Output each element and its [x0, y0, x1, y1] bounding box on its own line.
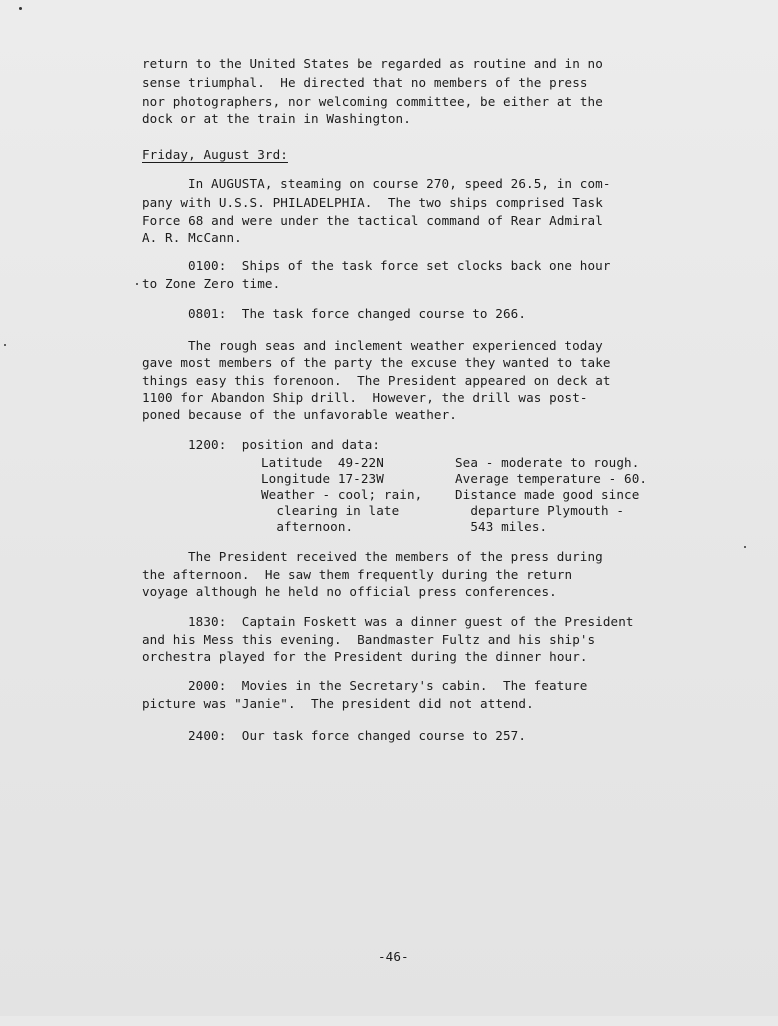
- position-heading: 1200: position and data:: [188, 437, 381, 452]
- position-left-line: afternoon.: [261, 519, 354, 534]
- position-right-line: departure Plymouth -: [455, 503, 625, 518]
- entry-1830-line: orchestra played for the President during the dinner hour.: [142, 649, 588, 664]
- augusta-line: In AUGUSTA, steaming on course 270, speed 26.5, in com-: [188, 176, 611, 191]
- position-left-line: clearing in late: [261, 503, 400, 518]
- position-right-line: Average temperature - 60.: [455, 471, 648, 486]
- entry-0801: 0801: The task force changed course to 266.: [188, 306, 527, 321]
- entry-2400: 2400: Our task force changed course to 257.: [188, 728, 527, 743]
- augusta-line: A. R. McCann.: [142, 230, 242, 245]
- entry-1830-line: 1830: Captain Foskett was a dinner guest of the President: [188, 614, 634, 629]
- press-line: voyage although he held no official press conferences.: [142, 584, 557, 599]
- augusta-line: pany with U.S.S. PHILADELPHIA. The two ships comprised Task: [142, 195, 603, 210]
- position-right-line: Distance made good since: [455, 487, 640, 502]
- entry-2000-line: 2000: Movies in the Secretary's cabin. The feature: [188, 678, 588, 693]
- intro-line: sense triumphal. He directed that no members of the press: [142, 75, 588, 90]
- paper-speck: [744, 546, 746, 548]
- seas-line: The rough seas and inclement weather experienced today: [188, 338, 603, 353]
- position-left-line: Longitude 17-23W: [261, 471, 384, 486]
- seas-line: 1100 for Abandon Ship drill. However, the drill was post-: [142, 390, 588, 405]
- intro-line: return to the United States be regarded as routine and in no: [142, 56, 603, 71]
- press-line: The President received the members of the press during: [188, 549, 603, 564]
- augusta-line: Force 68 and were under the tactical command of Rear Admiral: [142, 213, 603, 228]
- date-heading: Friday, August 3rd:: [142, 147, 288, 162]
- entry-1830-line: and his Mess this evening. Bandmaster Fultz and his ship's: [142, 632, 596, 647]
- paper-speck: [136, 283, 138, 285]
- seas-line: things easy this forenoon. The President appeared on deck at: [142, 373, 611, 388]
- position-left-line: Latitude 49-22N: [261, 455, 384, 470]
- entry-0100-line: 0100: Ships of the task force set clocks back one hour: [188, 258, 611, 273]
- position-right-line: Sea - moderate to rough.: [455, 455, 640, 470]
- press-line: the afternoon. He saw them frequently during the return: [142, 567, 573, 582]
- seas-line: gave most members of the party the excuse they wanted to take: [142, 355, 611, 370]
- intro-line: dock or at the train in Washington.: [142, 111, 411, 126]
- entry-2000-line: picture was "Janie". The president did not attend.: [142, 696, 534, 711]
- seas-line: poned because of the unfavorable weather.: [142, 407, 457, 422]
- position-left-line: Weather - cool; rain,: [261, 487, 423, 502]
- page-number: -46-: [378, 949, 409, 964]
- intro-line: nor photographers, nor welcoming committee, be either at the: [142, 94, 603, 109]
- position-right-line: 543 miles.: [455, 519, 548, 534]
- entry-0100-line: to Zone Zero time.: [142, 276, 281, 291]
